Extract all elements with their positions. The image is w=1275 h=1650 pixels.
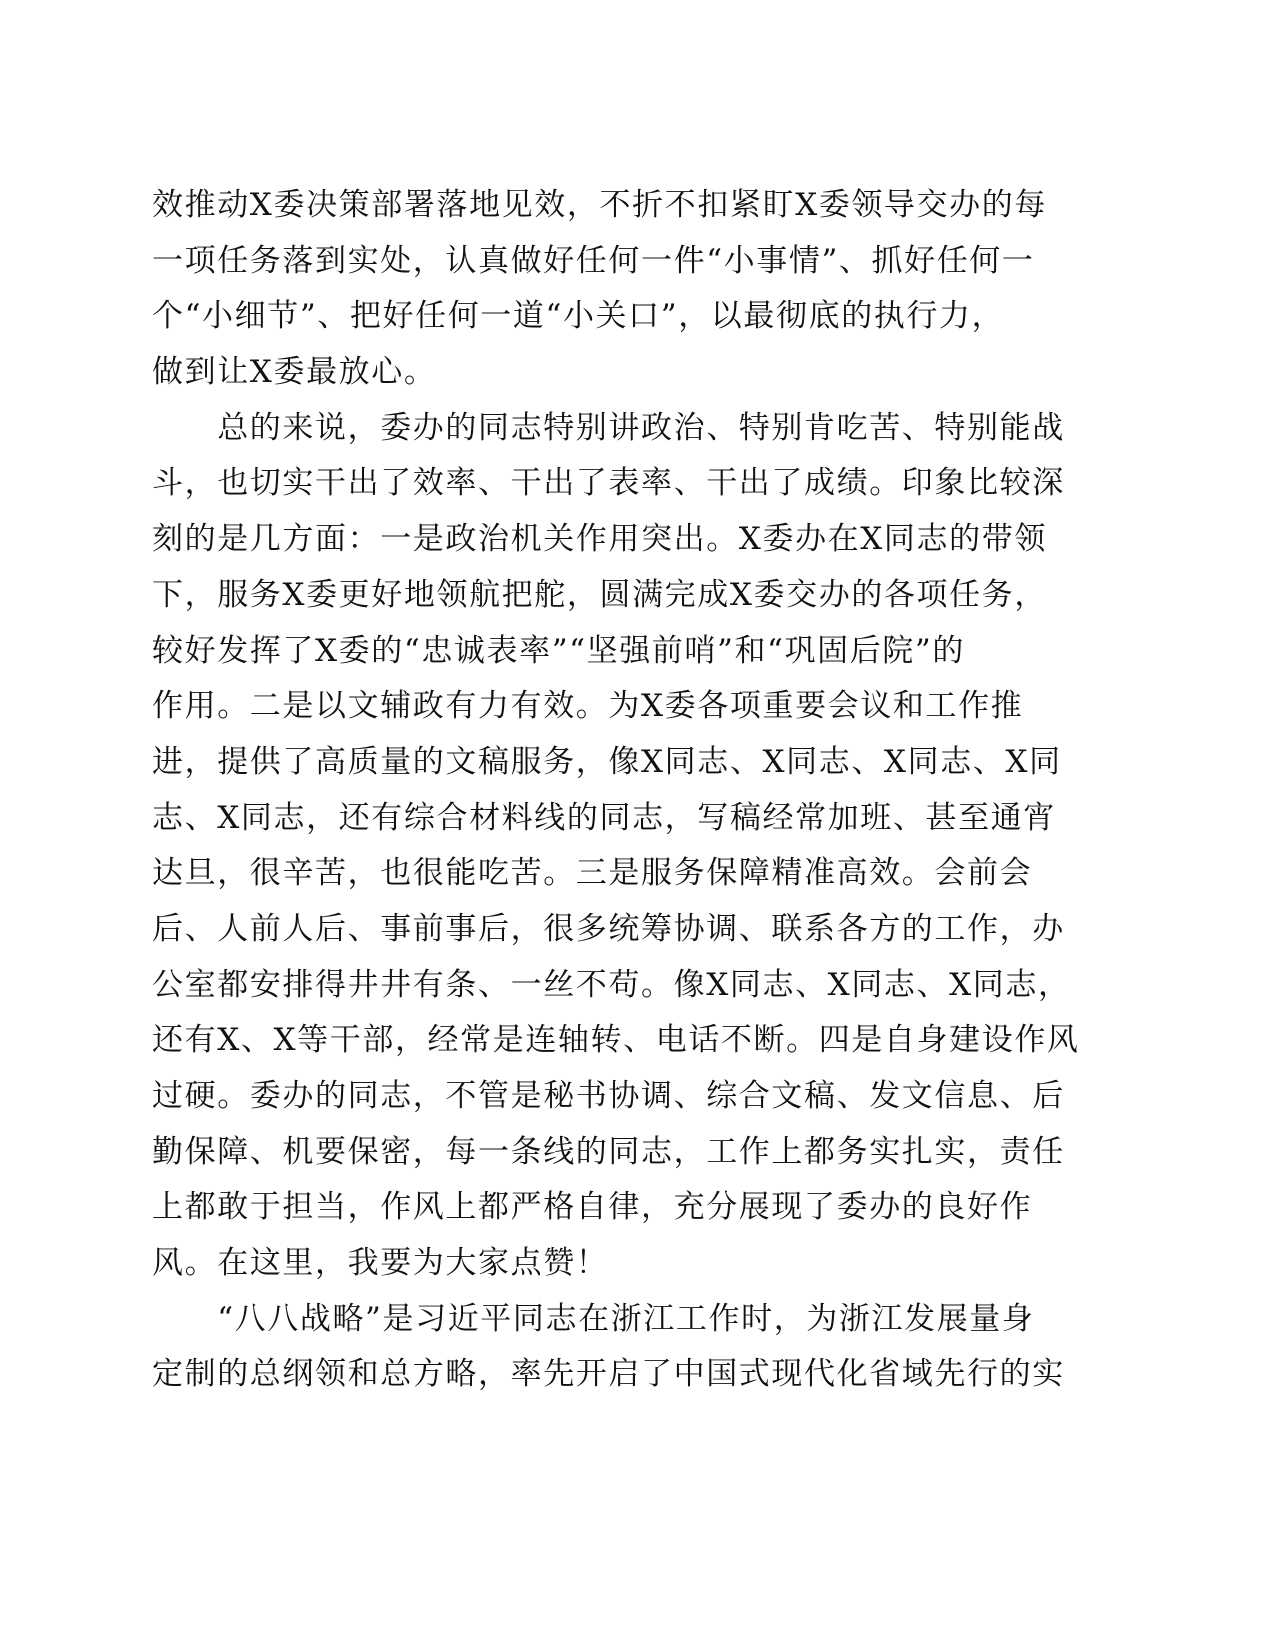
text-line: 作用。二是以文辅政有力有效。为X委各项重要会议和工作推 [152, 688, 1024, 725]
text-line: 进，提供了高质量的文稿服务，像X同志、X同志、X同志、X同 [152, 743, 1062, 780]
text-line: 个“小细节”、把好任何一道“小关口”，以最彻底的执行力， [152, 298, 1005, 335]
text-line: 总的来说，委办的同志特别讲政治、特别肯吃苦、特别能战 [152, 409, 1065, 446]
text-line: 志、X同志，还有综合材料线的同志，写稿经常加班、甚至通宵 [152, 799, 1056, 836]
text-line: 勤保障、机要保密，每一条线的同志，工作上都务实扎实，责任 [152, 1133, 1065, 1170]
text-line: 公室都安排得井井有条、一丝不苟。像X同志、X同志、X同志， [152, 966, 1071, 1003]
text-line: 做到让X委最放心。 [152, 354, 437, 391]
text-line: 较好发挥了X委的“忠诚表率”“坚强前哨”和“巩固后院”的 [152, 632, 965, 669]
text-line: 后、人前人后、事前事后，很多统筹协调、联系各方的工作，办 [152, 910, 1065, 947]
text-line: 定制的总纲领和总方略，率先开启了中国式现代化省域先行的实 [152, 1356, 1065, 1393]
text-line: 达旦，很辛苦，也很能吃苦。三是服务保障精准高效。会前会 [152, 855, 1033, 892]
text-line: 下，服务X委更好地领航把舵，圆满完成X委交办的各项任务， [152, 576, 1047, 613]
text-line: 风。在这里，我要为大家点赞！ [152, 1245, 609, 1282]
text-line: 过硬。委办的同志，不管是秘书协调、综合文稿、发文信息、后 [152, 1078, 1065, 1114]
text-line: “八八战略”是习近平同志在浙江工作时，为浙江发展量身 [152, 1300, 1035, 1337]
text-line: 上都敢于担当，作风上都严格自律，充分展现了委办的良好作 [152, 1189, 1033, 1226]
text-line: 还有X、X等干部，经常是连轴转、电话不断。四是自身建设作风 [152, 1022, 1080, 1059]
text-line: 一项任务落到实处，认真做好任何一件“小事情”、抓好任何一 [152, 242, 1035, 279]
text-line: 斗，也切实干出了效率、干出了表率、干出了成绩。印象比较深 [152, 465, 1065, 502]
body-text [152, 178, 1112, 1403]
text-line: 刻的是几方面：一是政治机关作用突出。X委办在X同志的带领 [152, 521, 1047, 558]
text-line: 效推动X委决策部署落地见效，不折不扣紧盯X委领导交办的每 [152, 187, 1047, 223]
